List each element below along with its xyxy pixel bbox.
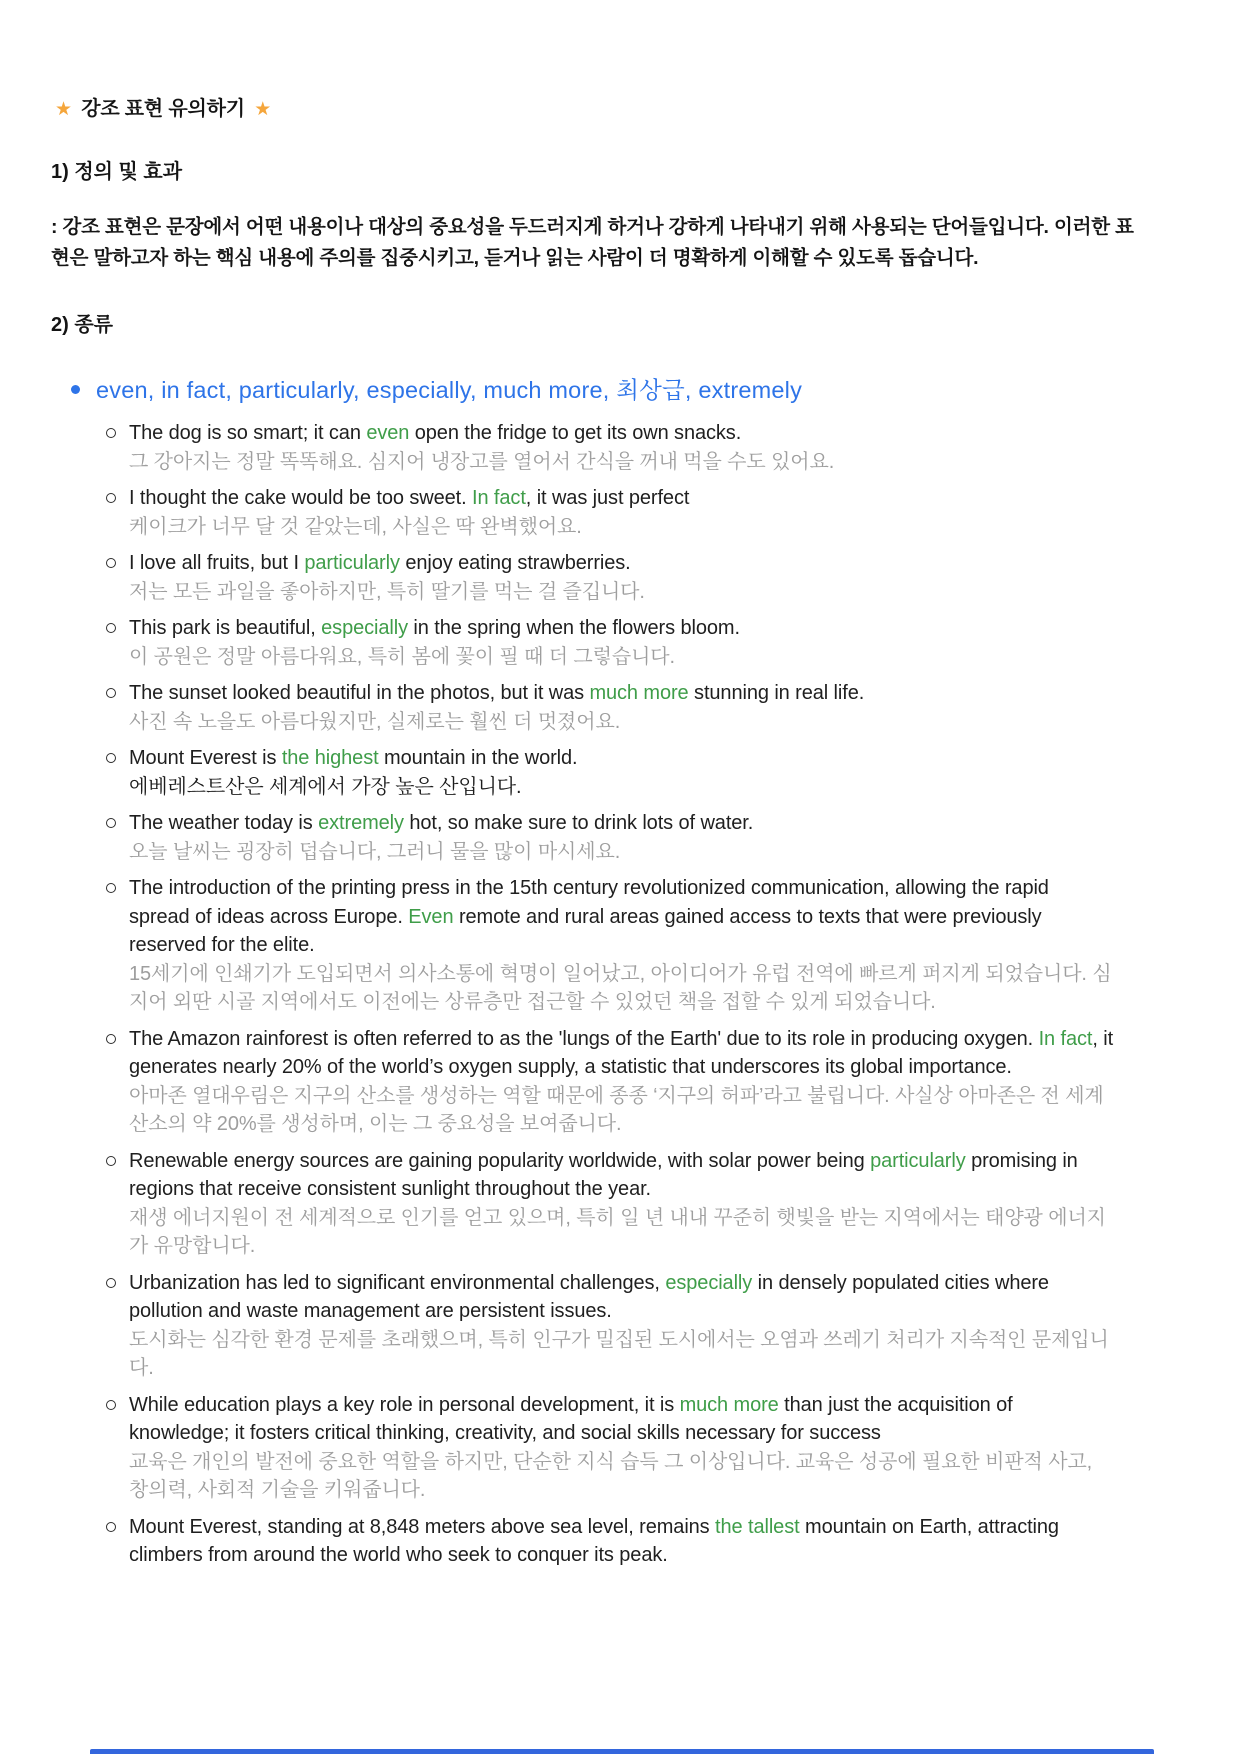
sentence-text: The dog is so smart; it can [129, 422, 367, 444]
circle-list-marker-icon [106, 493, 116, 503]
emphasis-word: In fact [1038, 1027, 1093, 1050]
sentence-text: The sunset looked beautiful in the photos, but it was [129, 682, 590, 704]
types-section-heading: 2) 종류 [51, 314, 113, 336]
example-item [106, 1391, 1181, 1505]
korean-translation: 15세기에 인쇄기가 도입되면서 의사소통에 혁명이 일어났고, 아이디어가 유럽 전역에 빠르게 퍼지게 되었습니다. 심지어 외딴 시골 지역에서도 이전에는 상류층만 접근할 수 있었던 책을 접할 수 있게 되었습니다. [129, 962, 1112, 1013]
emphasis-word: much more [679, 1393, 779, 1416]
star-icon: ★ [254, 99, 272, 120]
emphasis-word: even [366, 422, 410, 444]
english-sentence [129, 1513, 1114, 1570]
circle-list-marker-icon [106, 1522, 116, 1532]
example-content [129, 1391, 1114, 1505]
emphasis-word: extremely [318, 812, 404, 834]
korean-translation: 아마존 열대우림은 지구의 산소를 생성하는 역할 때문에 종종 ‘지구의 허파’라고 불립니다. 사실상 아마존은 전 세계 산소의 약 20%를 생성하며, 이는 그 중요성을 보여줍니다. [129, 1084, 1104, 1135]
example-content [129, 679, 864, 736]
circle-list-marker-icon [106, 1278, 116, 1288]
korean-translation: 케이크가 너무 달 것 같았는데, 사실은 딱 완벽했어요. [129, 515, 582, 538]
korean-translation: 재생 에너지원이 전 세계적으로 인기를 얻고 있으며, 특히 일 년 내내 꾸준히 햇빛을 받는 지역에서는 태양광 에너지가 유망합니다. [129, 1206, 1106, 1257]
english-sentence [129, 1147, 1114, 1204]
emphasis-word: especially [665, 1271, 753, 1294]
english-sentence [129, 1025, 1114, 1082]
circle-list-marker-icon [106, 428, 116, 438]
example-content [129, 1147, 1114, 1261]
example-content [129, 809, 753, 866]
circle-list-marker-icon [106, 688, 116, 698]
example-list [106, 419, 1181, 1570]
english-sentence [129, 874, 1114, 960]
korean-translation: 도시화는 심각한 환경 문제를 초래했으며, 특히 인구가 밀집된 도시에서는 오염과 쓰레기 처리가 지속적인 문제입니다. [129, 1328, 1109, 1379]
circle-list-marker-icon [106, 1400, 116, 1410]
example-content [129, 419, 834, 476]
korean-translation: 이 공원은 정말 아름다워요, 특히 봄에 꽃이 필 때 더 그렇습니다. [129, 645, 675, 668]
sentence-text: I thought the cake would be too sweet. [129, 487, 472, 509]
sentence-text: , it generates nearly 20% of the world’s oxygen supply, a statistic that underscores its global importance. [129, 1027, 1114, 1078]
english-sentence [129, 1391, 1114, 1448]
example-item [106, 1513, 1181, 1570]
example-content [129, 1269, 1114, 1383]
sentence-text: mountain on Earth, attracting climbers from around the world who seek to conquer its peak. [129, 1515, 1059, 1566]
definition-body-text: : 강조 표현은 문장에서 어떤 내용이나 대상의 중요성을 두드러지게 하거나 강하게 나타내기 위해 사용되는 단어들입니다. 이러한 표현은 말하고자 하는 핵심 내용에 주의를 집중시키고, 듣거나 읽는 사람이 더 명확하게 이해할 수 있도록 돕습니다. [51, 216, 1134, 269]
definition-section-heading: 1) 정의 및 효과 [51, 161, 183, 183]
emphasis-word: Even [408, 905, 454, 928]
bottom-divider [90, 1749, 1154, 1754]
english-sentence [129, 679, 864, 708]
sentence-text: , it was just perfect [525, 487, 690, 509]
emphasis-word: much more [589, 682, 689, 704]
emphasis-word: particularly [304, 552, 400, 574]
sentence-text: promising in regions that receive consistent sunlight throughout the year. [129, 1149, 1078, 1200]
sentence-text: open the fridge to get its own snacks. [409, 422, 742, 444]
bullet-dot-icon [71, 385, 80, 394]
example-item [106, 809, 1181, 866]
korean-translation: 사진 속 노을도 아름다웠지만, 실제로는 훨씬 더 멋졌어요. [129, 710, 621, 733]
english-sentence [129, 1269, 1114, 1326]
example-content [129, 549, 645, 606]
example-item [106, 1147, 1181, 1261]
example-item [106, 1025, 1181, 1139]
sentence-text: mountain in the world. [378, 747, 578, 769]
emphasis-word: the tallest [715, 1515, 800, 1538]
example-content [129, 744, 578, 801]
sentence-text: This park is beautiful, [129, 617, 322, 639]
page-title-text: 강조 표현 유의하기 [81, 98, 245, 120]
emphasis-words-list: even, in fact, particularly, especially, much more, 최상급, extremely [96, 377, 803, 403]
example-item [106, 1269, 1181, 1383]
sentence-text: Urbanization has led to significant environmental challenges, [129, 1271, 666, 1294]
english-sentence [129, 744, 578, 773]
korean-translation: 저는 모든 과일을 좋아하지만, 특히 딸기를 먹는 걸 즐깁니다. [129, 580, 645, 603]
sentence-text: While education plays a key role in personal development, it is [129, 1393, 680, 1416]
korean-translation: 오늘 날씨는 굉장히 덥습니다, 그러니 물을 많이 마시세요. [129, 840, 621, 863]
example-item [106, 419, 1181, 476]
sentence-text: in densely populated cities where pollution and waste management are persistent issues. [129, 1271, 1049, 1322]
english-sentence [129, 419, 834, 448]
example-item [106, 874, 1181, 1017]
sentence-text: I love all fruits, but I [129, 552, 305, 574]
english-sentence [129, 614, 740, 643]
sentence-text: Mount Everest is [129, 747, 282, 769]
circle-list-marker-icon [106, 623, 116, 633]
circle-list-marker-icon [106, 558, 116, 568]
circle-list-marker-icon [106, 753, 116, 763]
sentence-text: Mount Everest, standing at 8,848 meters above sea level, remains [129, 1515, 716, 1538]
sentence-text: hot, so make sure to drink lots of water. [403, 812, 754, 834]
sentence-text: Renewable energy sources are gaining popularity worldwide, with solar power being [129, 1149, 871, 1172]
example-content [129, 874, 1114, 1017]
english-sentence [129, 484, 689, 513]
emphasis-word: the highest [281, 747, 379, 769]
sentence-text: enjoy eating strawberries. [399, 552, 631, 574]
korean-translation: 교육은 개인의 발전에 중요한 역할을 하지만, 단순한 지식 습득 그 이상입니다. 교육은 성공에 필요한 비판적 사고, 창의력, 사회적 기술을 키워줍니다. [129, 1450, 1093, 1501]
circle-list-marker-icon [106, 1034, 116, 1044]
example-content [129, 1025, 1114, 1139]
emphasis-word: particularly [870, 1149, 966, 1172]
circle-list-marker-icon [106, 883, 116, 893]
example-content [129, 484, 689, 541]
sentence-text: The weather today is [129, 812, 319, 834]
circle-list-marker-icon [106, 818, 116, 828]
sentence-text: than just the acquisition of knowledge; it fosters critical thinking, creativity, and social skills necessary for success [129, 1393, 1013, 1444]
emphasis-word: In fact [472, 487, 526, 509]
emphasis-word: especially [321, 617, 408, 639]
star-icon: ★ [55, 99, 72, 120]
example-item [106, 744, 1181, 801]
example-item [106, 484, 1181, 541]
page-title [51, 92, 1181, 121]
sentence-text: stunning in real life. [688, 682, 865, 704]
korean-translation: 그 강아지는 정말 똑똑해요. 심지어 냉장고를 열어서 간식을 꺼내 먹을 수도 있어요. [129, 450, 835, 473]
example-item [106, 549, 1181, 606]
english-sentence [129, 809, 753, 838]
example-item [106, 614, 1181, 671]
korean-translation: 에베레스트산은 세계에서 가장 높은 산입니다. [129, 775, 522, 798]
sentence-text: The Amazon rainforest is often referred to as the 'lungs of the Earth' due to its role in producing oxygen. [129, 1027, 1039, 1050]
example-content [129, 614, 740, 671]
example-item [106, 679, 1181, 736]
sentence-text: in the spring when the flowers bloom. [407, 617, 740, 639]
example-content [129, 1513, 1114, 1570]
sentence-text: remote and rural areas gained access to texts that were previously reserved for the elite. [129, 905, 1042, 956]
circle-list-marker-icon [106, 1156, 116, 1166]
sentence-text: The introduction of the printing press in the 15th century revolutionized communication, allowing the rapid spread of ideas across Europe. [129, 877, 1049, 928]
emphasis-words-heading-row [71, 371, 1181, 405]
english-sentence [129, 549, 645, 578]
